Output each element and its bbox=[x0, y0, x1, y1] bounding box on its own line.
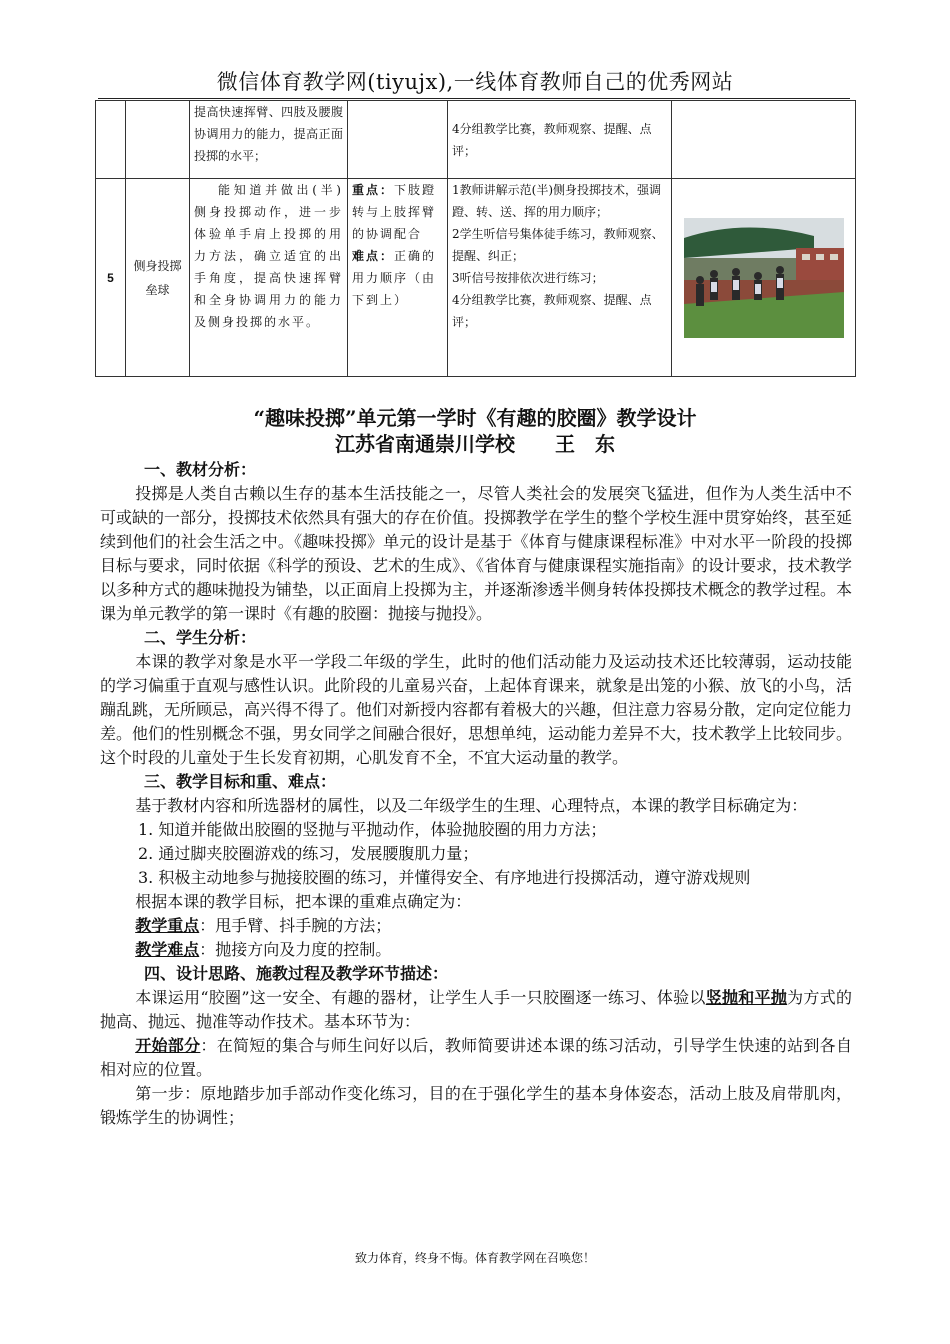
step-item: 1教师讲解示范(半)侧身投掷技术，强调蹬、转、送、挥的用力顺序； bbox=[452, 183, 661, 219]
goal-item: 1. 知道并能做出胶圈的竖抛与平抛动作，体验抛胶圈的用力方法； bbox=[138, 820, 607, 839]
paragraph: 第一步：原地踏步加手部动作变化练习，目的在于强化学生的基本身体姿态，活动上肢及肩带肌肉，锻炼学生的协调性； bbox=[100, 1084, 852, 1127]
table-cell bbox=[126, 101, 190, 179]
table-row bbox=[96, 101, 856, 179]
table-cell bbox=[96, 101, 126, 179]
step-item: 2学生听信号集体徒手练习，教师观察、提醒、纠正； bbox=[452, 227, 664, 263]
difficulty-label: 难点： bbox=[352, 249, 395, 263]
goal-cell: 能知道并做出(半)侧身投掷动作，进一步体验单手肩上投掷的用力方法，确立适宜的出手角度，提高快速挥臂和全身协调用力的能力及侧身投掷的水平。 bbox=[190, 179, 348, 377]
paragraph bbox=[100, 986, 852, 1034]
goal-item: 2. 通过脚夹胶圈游戏的练习，发展腰腹肌力量； bbox=[138, 844, 479, 863]
paragraph: 本课的教学对象是水平一学段二年级的学生，此时的他们活动能力及运动技术还比较薄弱，运动技能的学习偏重于直观与感性认识。此阶段的儿童易兴奋，上起体育课来，就象是出笼的小猴、放飞的小鸟，活蹦乱跳，无所顾忌，高兴得不得了。他们对新授内容都有着极大的兴趣，但注意力容易分散，定向定位能力差。他们的性别概念不强，男女同学之间融合很好，思想单纯，运动能力差异不大，技术教学上比较同步。这个时段的儿童处于生长发育初期，心肌发育不全，不宜大运动量的教学。 bbox=[100, 652, 853, 767]
paragraph bbox=[100, 1034, 852, 1082]
article-body bbox=[100, 458, 852, 1130]
goal-cell: 提高快速挥臂、四肢及腰腹协调用力的能力，提高正面投掷的水平； bbox=[190, 101, 348, 179]
difficulty-text: ：抛接方向及力度的控制。 bbox=[199, 940, 392, 959]
goal-item: 3. 积极主动地参与抛接胶圈的练习，并懂得安全、有序地进行投掷活动，遵守游戏规则 bbox=[138, 868, 751, 887]
paragraph: 根据本课的教学目标，把本课的重难点确定为： bbox=[135, 892, 472, 911]
lesson-plan-table bbox=[95, 100, 856, 377]
text-run: 为方式的抛高、抛远、抛准等动作技术。基本环节为： bbox=[100, 988, 852, 1031]
header-rule bbox=[98, 98, 850, 99]
key-label: 重点： bbox=[352, 183, 395, 197]
key-point-label: 教学重点 bbox=[135, 916, 200, 935]
step-item: 4分组教学比赛，教师观察、提醒、点评； bbox=[452, 121, 652, 158]
difficulty-line bbox=[100, 938, 852, 962]
photo-cell bbox=[672, 179, 856, 377]
footer-slogan: 致力体育，终身不悔。体育教学网在召唤您！ bbox=[354, 1251, 595, 1265]
section-heading: 一、教材分析： bbox=[144, 460, 257, 479]
paragraph: 基于教材内容和所选器材的属性，以及二年级学生的生理、心理特点，本课的教学目标确定为： bbox=[135, 796, 808, 815]
difficulty bbox=[352, 245, 443, 311]
lesson-name: 侧身投掷垒球 bbox=[126, 179, 190, 377]
row-number: 5 bbox=[96, 179, 126, 377]
step-item: 4分组教学比赛，教师观察、提醒、点评； bbox=[452, 293, 652, 329]
text-run: 本课运用“胶圈”这一安全、有趣的器材，让学生人手一只胶圈逐一练习、体验以 bbox=[135, 988, 706, 1007]
key-point bbox=[352, 179, 443, 245]
class-photo bbox=[684, 218, 844, 338]
table-cell bbox=[672, 101, 856, 179]
key-point-line bbox=[100, 914, 852, 938]
article-author: 江苏省南通崇川学校 王 东 bbox=[335, 432, 615, 456]
text-run: ：在简短的集合与师生问好以后，教师简要讲述本课的练习活动，引导学生快速的站到各自相对应的位置。 bbox=[100, 1036, 852, 1079]
table-row bbox=[96, 179, 856, 377]
steps-cell bbox=[448, 179, 672, 377]
section-heading: 四、设计思路、施教过程及教学环节描述： bbox=[144, 964, 449, 983]
steps-cell bbox=[448, 101, 672, 179]
key-points-cell bbox=[348, 179, 448, 377]
section-heading: 三、教学目标和重、难点： bbox=[144, 772, 337, 791]
section-heading: 二、学生分析： bbox=[144, 628, 257, 647]
key-text: 下肢蹬转与上肢挥臂的协调配合 bbox=[352, 183, 437, 241]
article-title: “趣味投掷”单元第一学时《有趣的胶圈》教学设计 bbox=[253, 406, 697, 430]
site-header-title: 微信体育教学网(tiyujx),一线体育教师自己的优秀网站 bbox=[216, 70, 734, 94]
paragraph: 投掷是人类自古赖以生存的基本生活技能之一，尽管人类社会的发展突飞猛进，但作为人类生活中不可或缺的一部分，投掷技术依然具有强大的存在价值。投掷教学在学生的整个学校生涯中贯穿始终，甚至延续到他们的社会生活之中。《趣味投掷》单元的设计是基于《体育与健康课程标准》中对水平一阶段的投掷目标与要求，同时依据《科学的预设、艺术的生成》、《省体育与健康课程实施指南》的设计要求，技术教学以多种方式的趣味抛投为铺垫，以正面肩上投掷为主，并逐渐渗透半侧身转体投掷技术概念的教学过程。本课为单元教学的第一课时《有趣的胶圈：抛接与抛投》。 bbox=[100, 484, 853, 623]
key-point-text: ：甩手臂、抖手腕的方法； bbox=[199, 916, 392, 935]
emphasis-text: 竖抛和平抛 bbox=[705, 988, 788, 1007]
table-cell bbox=[348, 101, 448, 179]
difficulty-text: 正确的用力顺序（由下到上） bbox=[352, 249, 437, 307]
step-item: 3听信号按排依次进行练习； bbox=[452, 271, 604, 285]
start-part-label: 开始部分 bbox=[135, 1036, 201, 1055]
difficulty-label: 教学难点 bbox=[135, 940, 200, 959]
